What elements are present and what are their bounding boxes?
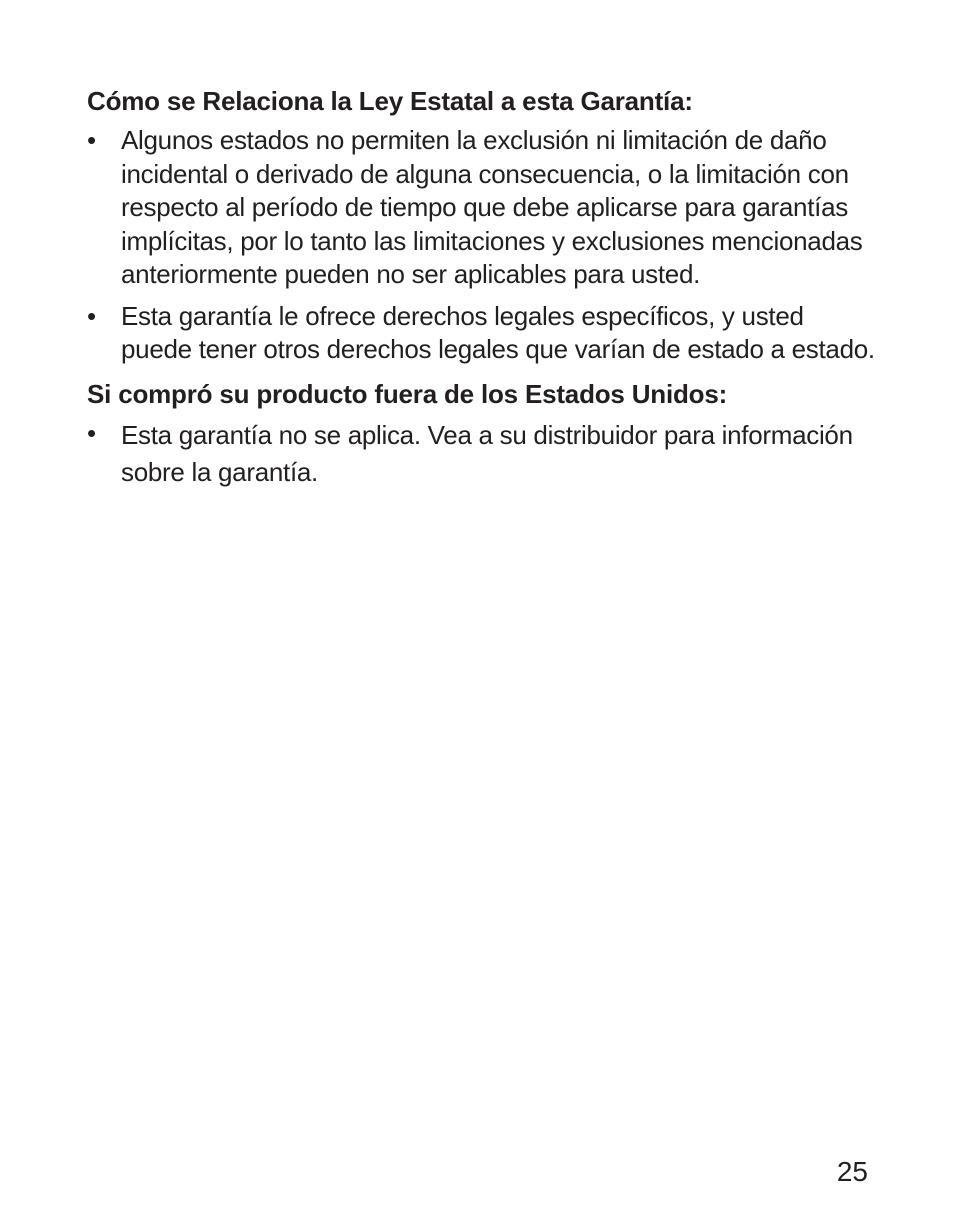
bullet-icon: • bbox=[87, 417, 96, 448]
bullet-text: Esta garantía no se aplica. Vea a su distribuidor para información sobre la garantía. bbox=[121, 419, 853, 487]
list-item bbox=[87, 300, 877, 367]
section-heading-state-law: Cómo se Relaciona la Ley Estatal a esta Garantía: bbox=[87, 86, 693, 116]
bullet-icon: • bbox=[87, 125, 96, 155]
section-heading-outside-us: Si compró su producto fuera de los Estados Unidos: bbox=[87, 378, 728, 409]
bullet-icon: • bbox=[87, 300, 96, 331]
bullet-list-outside-us bbox=[87, 417, 877, 491]
bullet-list-state-law bbox=[87, 124, 877, 367]
list-item bbox=[87, 124, 877, 292]
bullet-text: Esta garantía le ofrece derechos legales específicos, y usted puede tener otros derechos legales que varían de estado a estado. bbox=[121, 300, 875, 364]
document-page bbox=[87, 84, 877, 499]
list-item bbox=[87, 417, 877, 491]
page-number: 25 bbox=[836, 1156, 868, 1187]
bullet-text: Algunos estados no permiten la exclusión ni limitación de daño incidental o derivado de alguna consecuencia, o la limitación con respecto al período de tiempo que debe aplicarse para garantías implícitas, por lo tanto las limitaciones y exclusiones mencionadas anteriormente pueden no ser aplicables para usted. bbox=[121, 125, 863, 289]
